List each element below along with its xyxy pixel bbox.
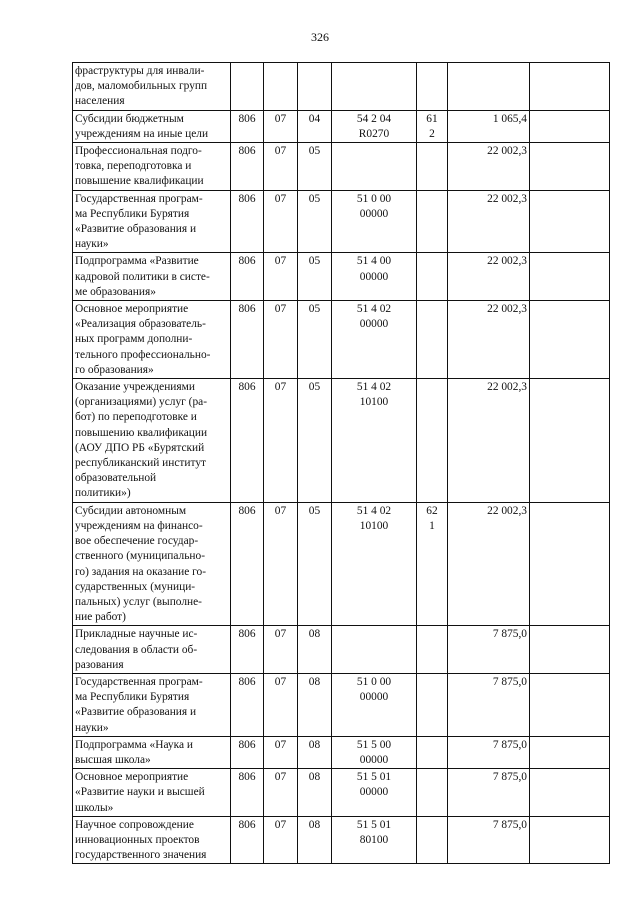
amount-cell: 22 002,3 [448, 143, 530, 191]
amount-cell: 7 875,0 [448, 673, 530, 736]
section-code-cell: 07 [264, 626, 298, 674]
empty-cell [530, 110, 610, 142]
amount-cell: 7 875,0 [448, 736, 530, 768]
empty-cell [530, 816, 610, 864]
budget-table [72, 62, 610, 864]
empty-cell [530, 502, 610, 626]
empty-cell [530, 673, 610, 736]
section-code-cell: 07 [264, 253, 298, 301]
empty-cell [530, 63, 610, 111]
target-article-cell: 51 5 00 00000 [332, 736, 417, 768]
target-article-cell: 51 4 02 00000 [332, 301, 417, 379]
expense-type-cell: 61 2 [417, 110, 448, 142]
target-article-cell [332, 143, 417, 191]
table-row [73, 502, 610, 626]
amount-cell: 7 875,0 [448, 816, 530, 864]
grbs-code-cell: 806 [231, 190, 264, 253]
item-name-cell: Подпрограмма «Наука и высшая школа» [73, 736, 231, 768]
expense-type-cell [417, 379, 448, 503]
subsection-code-cell: 05 [298, 190, 332, 253]
section-code-cell: 07 [264, 769, 298, 817]
subsection-code-cell: 08 [298, 769, 332, 817]
subsection-code-cell: 04 [298, 110, 332, 142]
grbs-code-cell: 806 [231, 816, 264, 864]
section-code-cell: 07 [264, 301, 298, 379]
item-name-cell: Научное сопровождение инновационных проектов государственного значения [73, 816, 231, 864]
expense-type-cell: 62 1 [417, 502, 448, 626]
table-row [73, 769, 610, 817]
expense-type-cell [417, 673, 448, 736]
subsection-code-cell: 05 [298, 143, 332, 191]
target-article-cell: 51 4 02 10100 [332, 379, 417, 503]
table-row [73, 626, 610, 674]
grbs-code-cell: 806 [231, 673, 264, 736]
grbs-code-cell: 806 [231, 502, 264, 626]
table-row [73, 736, 610, 768]
amount-cell: 22 002,3 [448, 301, 530, 379]
section-code-cell: 07 [264, 190, 298, 253]
item-name-cell: Государственная програм- ма Республики Бурятия «Развитие образования и науки» [73, 673, 231, 736]
empty-cell [530, 190, 610, 253]
table-row [73, 110, 610, 142]
expense-type-cell [417, 626, 448, 674]
amount-cell: 7 875,0 [448, 769, 530, 817]
section-code-cell: 07 [264, 502, 298, 626]
target-article-cell: 51 4 00 00000 [332, 253, 417, 301]
section-code-cell: 07 [264, 673, 298, 736]
subsection-code-cell: 08 [298, 816, 332, 864]
item-name-cell: Профессиональная подго- товка, переподготовка и повышение квалификации [73, 143, 231, 191]
subsection-code-cell: 08 [298, 736, 332, 768]
empty-cell [530, 626, 610, 674]
section-code-cell: 07 [264, 816, 298, 864]
grbs-code-cell: 806 [231, 301, 264, 379]
subsection-code-cell: 08 [298, 673, 332, 736]
section-code-cell: 07 [264, 110, 298, 142]
amount-cell [448, 63, 530, 111]
empty-cell [530, 736, 610, 768]
grbs-code-cell: 806 [231, 143, 264, 191]
expense-type-cell [417, 769, 448, 817]
target-article-cell: 54 2 04 R0270 [332, 110, 417, 142]
grbs-code-cell: 806 [231, 736, 264, 768]
table-row [73, 143, 610, 191]
expense-type-cell [417, 253, 448, 301]
table-row [73, 301, 610, 379]
section-code-cell [264, 63, 298, 111]
subsection-code-cell: 05 [298, 301, 332, 379]
grbs-code-cell: 806 [231, 769, 264, 817]
amount-cell: 22 002,3 [448, 379, 530, 503]
table-row [73, 63, 610, 111]
item-name-cell: Основное мероприятие «Реализация образователь- ных программ дополни- тельного профессионально- го образования» [73, 301, 231, 379]
target-article-cell: 51 5 01 80100 [332, 816, 417, 864]
table-row [73, 673, 610, 736]
table-row [73, 816, 610, 864]
subsection-code-cell [298, 63, 332, 111]
grbs-code-cell: 806 [231, 626, 264, 674]
empty-cell [530, 301, 610, 379]
table-row [73, 379, 610, 503]
target-article-cell: 51 5 01 00000 [332, 769, 417, 817]
expense-type-cell [417, 816, 448, 864]
amount-cell: 22 002,3 [448, 502, 530, 626]
section-code-cell: 07 [264, 736, 298, 768]
expense-type-cell [417, 301, 448, 379]
item-name-cell: Субсидии автономным учреждениям на финансо- вое обеспечение государ- ственного (муниципально- го) задания на оказание го- сударственных (муници- пальных) услуг (выполне- ние работ) [73, 502, 231, 626]
amount-cell: 1 065,4 [448, 110, 530, 142]
subsection-code-cell: 05 [298, 253, 332, 301]
item-name-cell: Оказание учреждениями (организациями) услуг (ра- бот) по переподготовке и повышению квалификации (АОУ ДПО РБ «Бурятский республиканский институт образовательной политики») [73, 379, 231, 503]
section-code-cell: 07 [264, 379, 298, 503]
target-article-cell [332, 626, 417, 674]
expense-type-cell [417, 736, 448, 768]
grbs-code-cell: 806 [231, 253, 264, 301]
expense-type-cell [417, 143, 448, 191]
target-article-cell: 51 0 00 00000 [332, 673, 417, 736]
table-row [73, 253, 610, 301]
grbs-code-cell: 806 [231, 379, 264, 503]
grbs-code-cell [231, 63, 264, 111]
item-name-cell: фраструктуры для инвали- дов, маломобильных групп населения [73, 63, 231, 111]
item-name-cell: Прикладные научные ис- следования в области об- разования [73, 626, 231, 674]
subsection-code-cell: 05 [298, 502, 332, 626]
amount-cell: 22 002,3 [448, 253, 530, 301]
target-article-cell: 51 0 00 00000 [332, 190, 417, 253]
subsection-code-cell: 05 [298, 379, 332, 503]
item-name-cell: Субсидии бюджетным учреждениям на иные цели [73, 110, 231, 142]
amount-cell: 22 002,3 [448, 190, 530, 253]
table-row [73, 190, 610, 253]
section-code-cell: 07 [264, 143, 298, 191]
target-article-cell: 51 4 02 10100 [332, 502, 417, 626]
empty-cell [530, 769, 610, 817]
item-name-cell: Основное мероприятие «Развитие науки и высшей школы» [73, 769, 231, 817]
empty-cell [530, 143, 610, 191]
grbs-code-cell: 806 [231, 110, 264, 142]
item-name-cell: Подпрограмма «Развитие кадровой политики в систе- ме образования» [73, 253, 231, 301]
amount-cell: 7 875,0 [448, 626, 530, 674]
empty-cell [530, 379, 610, 503]
expense-type-cell [417, 190, 448, 253]
subsection-code-cell: 08 [298, 626, 332, 674]
target-article-cell [332, 63, 417, 111]
page-number: 326 [311, 30, 329, 44]
expense-type-cell [417, 63, 448, 111]
item-name-cell: Государственная програм- ма Республики Бурятия «Развитие образования и науки» [73, 190, 231, 253]
empty-cell [530, 253, 610, 301]
